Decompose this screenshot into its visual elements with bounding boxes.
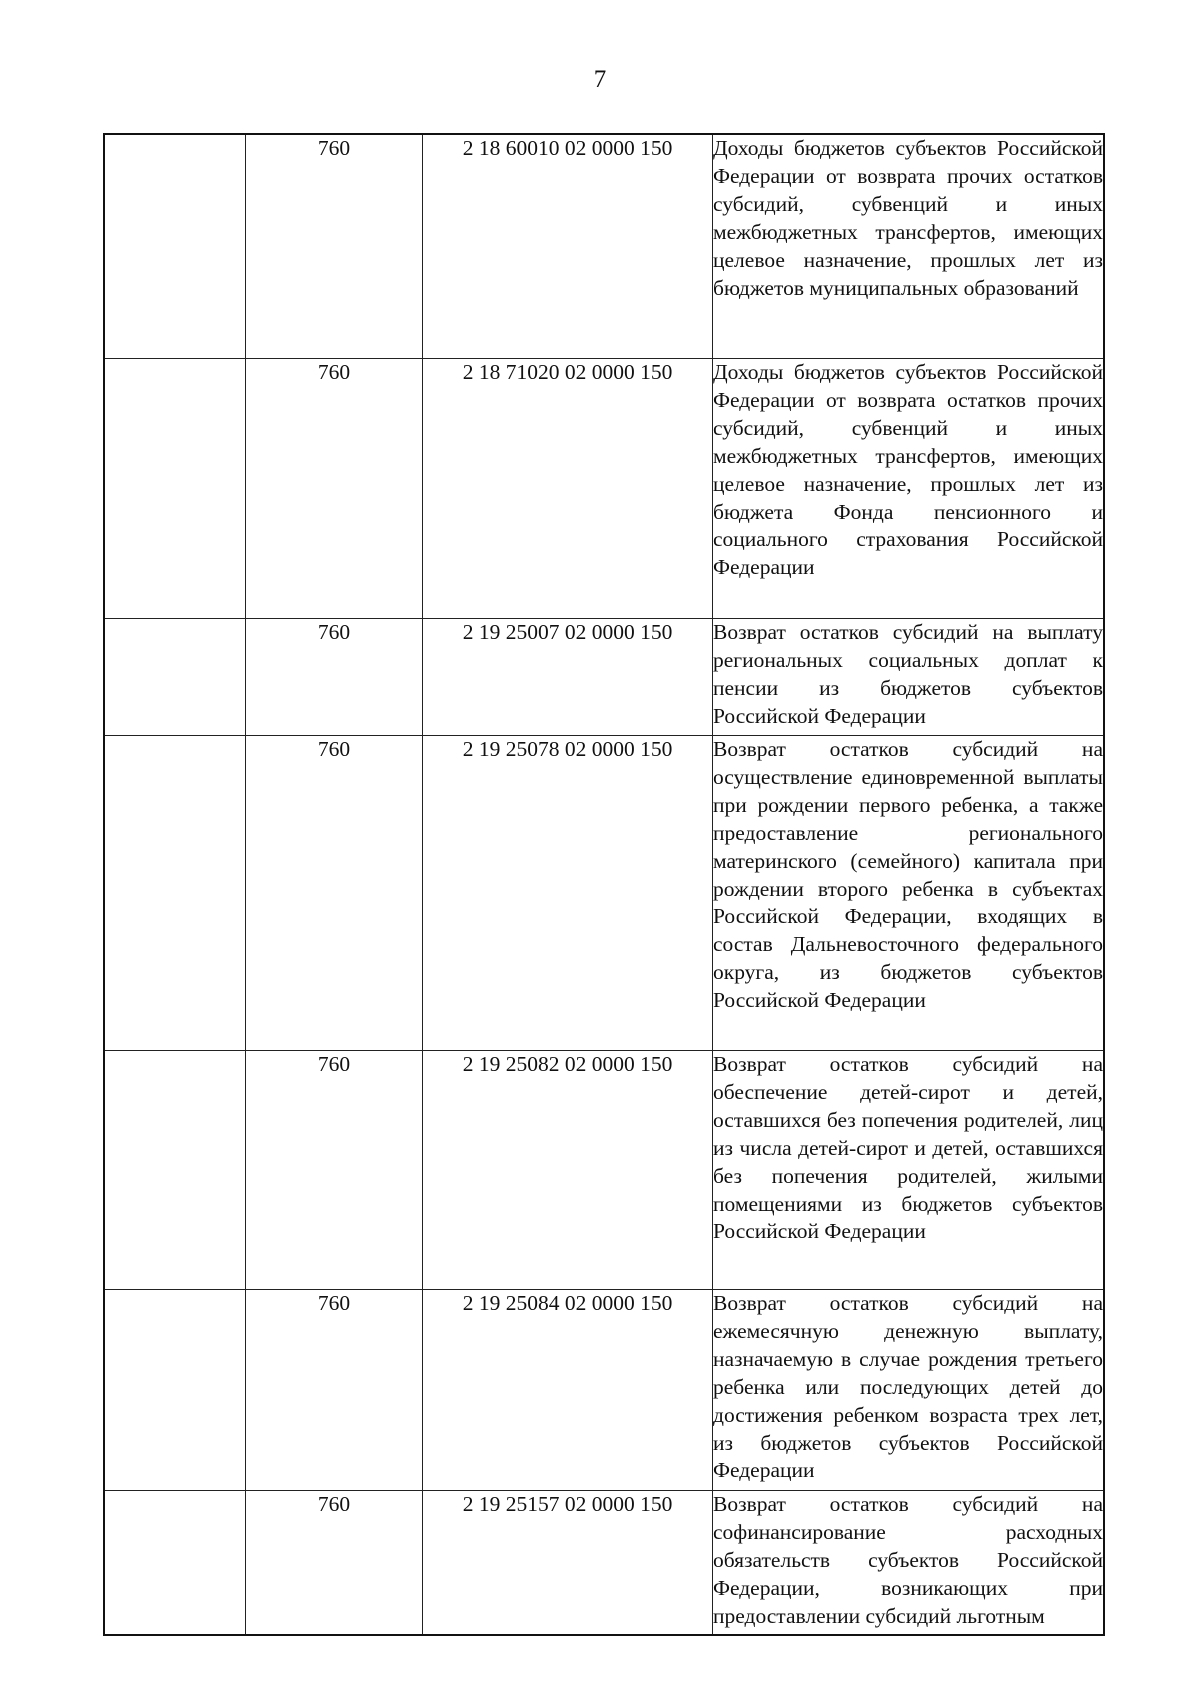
empty-cell (104, 1491, 246, 1636)
admin-code-cell: 760 (246, 619, 423, 736)
table-row (104, 1051, 1104, 1290)
description-text: Возврат остатков субсидий на выплату региональных социальных доплат к пенсии из бюджетов субъектов Российской Федерации (713, 620, 1103, 728)
admin-code-cell: 760 (246, 1290, 423, 1491)
description-text: Возврат остатков субсидий на софинансирование расходных обязательств субъектов Российской Федерации, возникающих при предоставлении субсидий льготным (713, 1492, 1103, 1628)
description-cell (713, 1051, 1105, 1290)
description-cell (713, 1491, 1105, 1636)
empty-cell (104, 1290, 246, 1491)
description-text: Возврат остатков субсидий на обеспечение детей-сирот и детей, оставшихся без попечения родителей, лиц из числа детей-сирот и детей, оставшихся без попечения родителей, жилыми помещениями из бюджетов субъектов Российской Федерации (713, 1052, 1103, 1244)
budget-classification-table (103, 133, 1105, 1636)
empty-cell (104, 619, 246, 736)
description-text: Доходы бюджетов субъектов Российской Федерации от возврата прочих остатков субсидий, субвенций и иных межбюджетных трансфертов, имеющих целевое назначение, прошлых лет из бюджетов муниципальных образований (713, 136, 1103, 300)
budget-code-cell: 2 19 25157 02 0000 150 (423, 1491, 713, 1636)
admin-code-cell: 760 (246, 359, 423, 619)
table-row (104, 619, 1104, 736)
budget-code-cell: 2 19 25084 02 0000 150 (423, 1290, 713, 1491)
table-row (104, 1491, 1104, 1636)
description-text: Доходы бюджетов субъектов Российской Федерации от возврата остатков прочих субсидий, субвенций и иных межбюджетных трансфертов, имеющих целевое назначение, прошлых лет из бюджета Фонда пенсионного и социального страхования Российской Федерации (713, 360, 1103, 580)
budget-code-cell: 2 19 25078 02 0000 150 (423, 736, 713, 1051)
page-number: 7 (593, 66, 607, 93)
empty-cell (104, 736, 246, 1051)
table-row (104, 736, 1104, 1051)
empty-cell (104, 134, 246, 359)
budget-code-cell: 2 19 25007 02 0000 150 (423, 619, 713, 736)
admin-code-cell: 760 (246, 1051, 423, 1290)
table-row (104, 134, 1104, 359)
description-cell (713, 619, 1105, 736)
budget-code-cell: 2 18 60010 02 0000 150 (423, 134, 713, 359)
table-row (104, 359, 1104, 619)
table-row (104, 1290, 1104, 1491)
budget-code-cell: 2 18 71020 02 0000 150 (423, 359, 713, 619)
description-text: Возврат остатков субсидий на осуществление единовременной выплаты при рождении первого ребенка, а также предоставление регионального материнского (семейного) капитала при рождении второго ребенка в субъектах Российской Федерации, входящих в состав Дальневосточного федерального округа, из бюджетов субъектов Российской Федерации (713, 737, 1103, 1013)
description-text: Возврат остатков субсидий на ежемесячную денежную выплату, назначаемую в случае рождения третьего ребенка или последующих детей до достижения ребенком возраста трех лет, из бюджетов субъектов Российской Федерации (713, 1291, 1103, 1483)
empty-cell (104, 1051, 246, 1290)
admin-code-cell: 760 (246, 1491, 423, 1636)
description-cell (713, 134, 1105, 359)
description-cell (713, 359, 1105, 619)
admin-code-cell: 760 (246, 736, 423, 1051)
empty-cell (104, 359, 246, 619)
budget-code-cell: 2 19 25082 02 0000 150 (423, 1051, 713, 1290)
admin-code-cell: 760 (246, 134, 423, 359)
description-cell (713, 736, 1105, 1051)
description-cell (713, 1290, 1105, 1491)
